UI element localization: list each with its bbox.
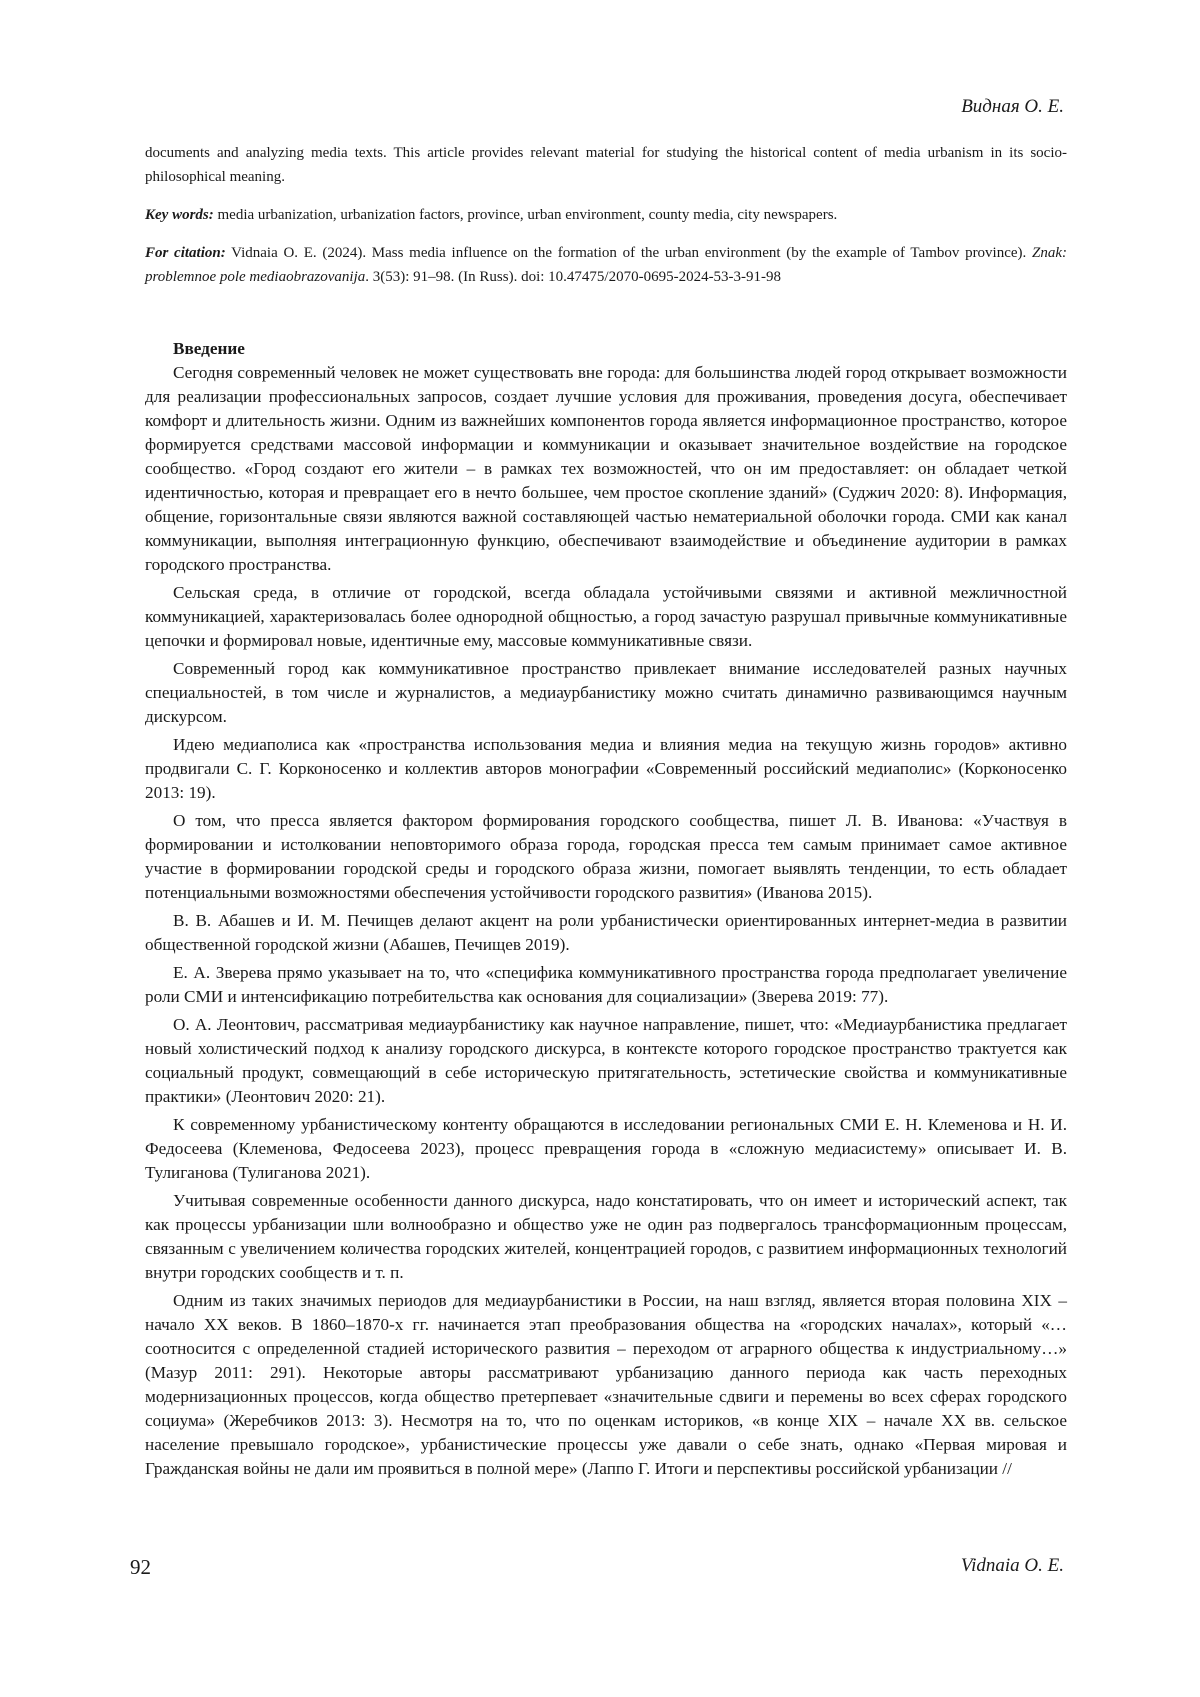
paragraph: О. А. Леонтович, рассматривая медиаурбанистику как научное направление, пишет, что: «Медиаурбанистика предлагает новый холистический подход к анализу городского дискурса, в контексте которого городское пространство трактуется как социальный продукт, совмещающий в себе историческую притягательность, эстетические свойства и коммуникативные практики» (Леонтович 2020: 21).: [145, 1015, 1067, 1106]
paragraph: Сегодня современный человек не может существовать вне города: для большинства людей город открывает возможности для реализации профессиональных запросов, создает лучшие условия для проживания, проведения досуга, обеспечивает комфорт и длительность жизни. Одним из важнейших компонентов города является информационное пространство, которое формируется средствами массовой информации и коммуникации и оказывает значительное воздействие на городское сообщество. «Город создают его жители – в рамках тех возможностей, что он им предоставляет: он обладает четкой идентичностью, которая и превращает его в нечто большее, чем простое скопление зданий» (Суджич 2020: 8). Информация, общение, горизонтальные связи являются важной составляющей частью нематериальной оболочки города. СМИ как канал коммуникации, выполняя интеграционную функцию, обеспечивают взаимодействие и объединение аудитории в рамках городского пространства.: [145, 363, 1067, 574]
paragraph: Идею медиаполиса как «пространства использования медиа и влияния медиа на текущую жизнь городов» активно продвигали С. Г. Корконосенко и коллектив авторов монографии «Современный российский медиаполис» (Корконосенко 2013: 19).: [145, 735, 1067, 802]
paragraph: О том, что пресса является фактором формирования городского сообщества, пишет Л. В. Иванова: «Участвуя в формировании и истолковании неповторимого образа города, городская пресса тем самым принимает самое активное участие в формировании городской среды и городского образа жизни, помогает выявлять тенденции, то есть обладает потенциальными возможностями обеспечения устойчивости городского развития» (Иванова 2015).: [145, 811, 1067, 902]
keywords: [145, 203, 1067, 227]
page-number: 92: [130, 1555, 151, 1579]
article-body: [145, 337, 1067, 1485]
paragraph: Одним из таких значимых периодов для медиаурбанистики в России, на наш взгляд, является вторая половина XIX – начало XX веков. В 1860–1870-х гг. начинается этап преобразования общества на «городских началах», который «…соотносится с определенной стадией исторического развития – переходом от аграрного общества к индустриальному…» (Мазур 2011: 291). Некоторые авторы рассматривают урбанизацию данного периода как часть переходных модернизационных процессов, когда общество претерпевает «значительные сдвиги и перемены во всех сферах городского социума» (Жеребчиков 2013: 3). Несмотря на то, что по оценкам историков, «в конце XIX – начале XX вв. сельское население превышало городское», урбанистические процессы уже давали о себе знать, однако «Первая мировая и Гражданская войны не дали им проявиться в полной мере» (Лаппо Г. Итоги и перспективы российской урбанизации //: [145, 1291, 1067, 1478]
paragraph: Сельская среда, в отличие от городской, всегда обладала устойчивыми связями и активной межличностной коммуникацией, характеризовалась более однородной общностью, а город зачастую разрушал привычные коммуникативные цепочки и формировал новые, идентичные ему, массовые коммуникативные связи.: [145, 583, 1067, 650]
citation-text-1: Vidnaia O. E. (2024). Mass media influence on the formation of the urban environment (by the example of Tambov province).: [225, 245, 1032, 261]
paragraph: К современному урбанистическому контенту обращаются в исследовании региональных СМИ Е. Н. Клеменова и Н. И. Федосеева (Клеменова, Федосеева 2023), процесс превращения города в «сложную медиасистему» описывает И. В. Тулиганова (Тулиганова 2021).: [145, 1115, 1067, 1182]
keywords-label: Key words:: [145, 207, 214, 223]
citation-journal: Znak: problemnoe pole mediaobrazovanija: [145, 245, 1067, 285]
running-head-author: Видная О. Е.: [961, 96, 1064, 117]
keywords-text: media urbanization, urbanization factors, province, urban environment, county media, city newspapers.: [213, 207, 838, 223]
paragraph: Учитывая современные особенности данного дискурса, надо констатировать, что он имеет и исторический аспект, так как процессы урбанизации шли волнообразно и общество уже не один раз подвергалось трансформационным процессам, связанным с увеличением количества городских жителей, концентрацией городов, с развитием информационных технологий внутри городских сообществ и т. п.: [145, 1191, 1067, 1282]
footer-author: Vidnaia O. E.: [960, 1555, 1064, 1576]
paragraph: Современный город как коммуникативное пространство привлекает внимание исследователей разных научных специальностей, в том числе и журналистов, а медиаурбанистику можно считать динамично развивающимся научным дискурсом.: [145, 659, 1067, 726]
section-title: Введение: [173, 339, 245, 358]
citation-label: For citation:: [145, 245, 226, 261]
citation-text-2: . 3(53): 91–98. (In Russ). doi: 10.47475/2070-0695-2024-53-3-91-98: [365, 269, 782, 285]
abstract-continuation: documents and analyzing media texts. This article provides relevant material for studying the historical content of media urbanism in its socio-philosophical meaning.: [145, 145, 1067, 185]
paragraph: Е. А. Зверева прямо указывает на то, что «специфика коммуникативного пространства города предполагает увеличение роли СМИ и интенсификацию потребительства как основания для социализации» (Зверева 2019: 77).: [145, 963, 1067, 1006]
paragraph: В. В. Абашев и И. М. Печищев делают акцент на роли урбанистически ориентированных интернет-медиа в развитии общественной городской жизни (Абашев, Печищев 2019).: [145, 911, 1067, 954]
abstract-block: [145, 141, 1067, 303]
citation: [145, 241, 1067, 289]
